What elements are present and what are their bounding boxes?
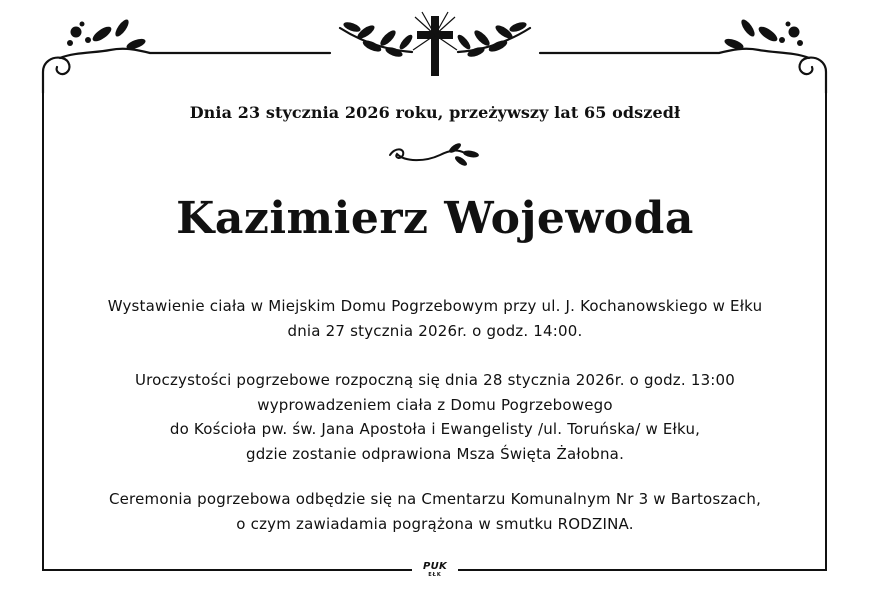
viewing-line: dnia 27 stycznia 2026r. o godz. 14:00. [287,321,583,340]
burial-line: o czym zawiadamia pogrążona w smutku RODZINA. [236,514,634,533]
logo-main-text: PUK [422,561,448,572]
burial-paragraph [40,487,830,536]
burial-line: Ceremonia pogrzebowa odbędzie się na Cmentarzu Komunalnym Nr 3 w Bartoszach, [108,490,762,508]
ceremony-line: do Kościoła pw. św. Jana Apostoła i Ewangelisty /ul. Toruńska/ w Ełku, [169,420,701,438]
death-announcement-line: Dnia 23 stycznia 2026 roku, przeżywszy lat 65 odszedł [189,103,681,122]
frame-bottom-border-right [458,569,827,571]
logo-sub-text: EŁK [428,572,442,578]
company-logo [415,561,455,583]
viewing-paragraph [40,294,830,343]
ceremony-paragraph [40,368,830,466]
ceremony-line: wyprowadzeniem ciała z Domu Pogrzebowego [257,395,613,414]
ceremony-line: gdzie zostanie odprawiona Msza Święta Żałobna. [245,444,625,463]
deceased-name: Kazimierz Wojewoda [176,193,694,244]
frame-bottom-border-left [42,569,412,571]
ceremony-line: Uroczystości pogrzebowe rozpoczną się dnia 28 stycznia 2026r. o godz. 13:00 [134,371,736,389]
viewing-line: Wystawienie ciała w Miejskim Domu Pogrzebowym przy ul. J. Kochanowskiego w Ełku [107,297,763,315]
cross-laurel-ornament-icon [0,0,870,100]
leaf-flourish-icon [385,140,485,170]
